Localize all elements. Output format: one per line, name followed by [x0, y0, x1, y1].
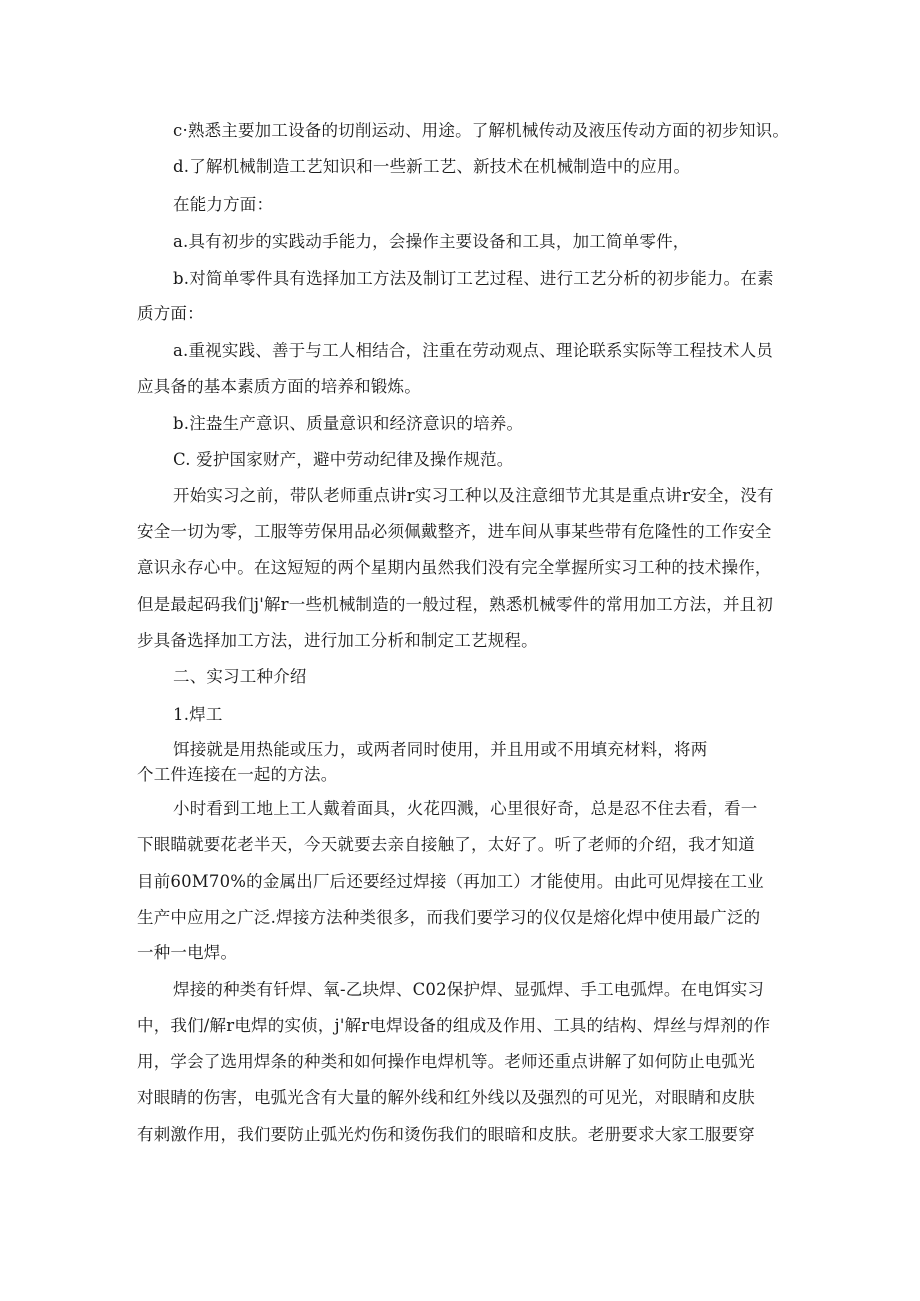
text-line: 在能力方面： [173, 195, 274, 214]
text-line: 意识永存心中。在这短短的两个星期内虽然我们没有完全掌握所实习工种的技术操作， [137, 558, 772, 577]
text-line: 质方面： [137, 304, 204, 323]
text-line: 步具备选择加工方法，进行加工分析和制定工艺规程。 [137, 631, 538, 650]
section-heading: 二、实习工种介绍 [173, 667, 307, 686]
text-line: 应具备的基本素质方面的培养和锻炼。 [137, 377, 421, 396]
text-line: 生产中应用之广泛.焊接方法种类很多，而我们要学习的仪仅是熔化焊中使用最广泛的 [137, 908, 761, 927]
text-line: d.了解机械制造工艺知识和一些新工艺、新技术在机械制造中的应用。 [173, 157, 691, 176]
text-line: 开始实习之前，带队老师重点讲r实习工种以及注意细节尤其是重点讲r安全，没有 [173, 486, 774, 505]
subsection-heading: 1.焊工 [173, 705, 223, 724]
text-line: 小时看到工地上工人戴着面具，火花四溅，心里很好奇，总是忍不住去看，看一 [173, 799, 758, 818]
text-line: 个工件连接在一起的方法。 [137, 765, 338, 784]
text-line: b.对简单零件具有选择加工方法及制订工艺过程、进行工艺分析的初步能力。在素 [173, 269, 774, 288]
text-line: 对眼睛的伤害，电弧光含有大量的解外线和红外线以及强烈的可见光，对眼睛和皮肤 [137, 1088, 755, 1107]
text-line: 饵接就是用热能或压力，或两者同时使用，并且用或不用填充材料，将两 [173, 740, 708, 759]
text-line: a.具有初步的实践动手能力，会操作主要设备和工具，加工简单零件， [173, 232, 690, 251]
text-line: 一种一电焊。 [137, 943, 238, 962]
text-line: 中，我们/解r电焊的实侦，j'解r电焊设备的组成及作用、工具的结构、焊丝与焊剂的作 [137, 1016, 771, 1035]
text-line: 用，学会了选用焊条的种类和如何操作电焊机等。老师还重点讲解了如何防止电弧光 [137, 1052, 755, 1071]
text-line: 焊接的种类有钎焊、氧-乙块焊、C02保护焊、显弧焊、手工电弧焊。在电饵实习 [173, 980, 765, 999]
text-line: C. 爱护国家财产，避中劳动纪律及操作规范。 [173, 450, 514, 469]
text-line: 但是最起码我们j'解r一些机械制造的一般过程，熟悉机械零件的常用加工方法，并且初 [137, 595, 774, 614]
text-line: 下眼瞄就要花老半天，今天就要去亲自接触了，太好了。听了老师的介绍，我才知道 [137, 835, 755, 854]
text-line: a.重视实践、善于与工人相结合，注重在劳动观点、理论联系实际等工程技术人员 [173, 341, 773, 360]
text-line: b.注盎生产意识、质量意识和经济意识的培养。 [173, 414, 524, 433]
text-line: c·熟悉主要加工设备的切削运动、用途。了解机械传动及液压传动方面的初步知识。 [173, 121, 790, 140]
text-line: 安全一切为零，工服等劳保用品必须佩戴整齐，进车间从事某些带有危隆性的工作安全 [137, 522, 772, 541]
text-line: 有刺激作用，我们要防止弧光灼伤和烫伤我们的眼暗和皮肤。老册要求大家工服要穿 [137, 1125, 755, 1144]
text-line: 目前60M70%的金属出厂后还要经过焊接（再加工）才能使用。由此可见焊接在工业 [137, 872, 764, 891]
